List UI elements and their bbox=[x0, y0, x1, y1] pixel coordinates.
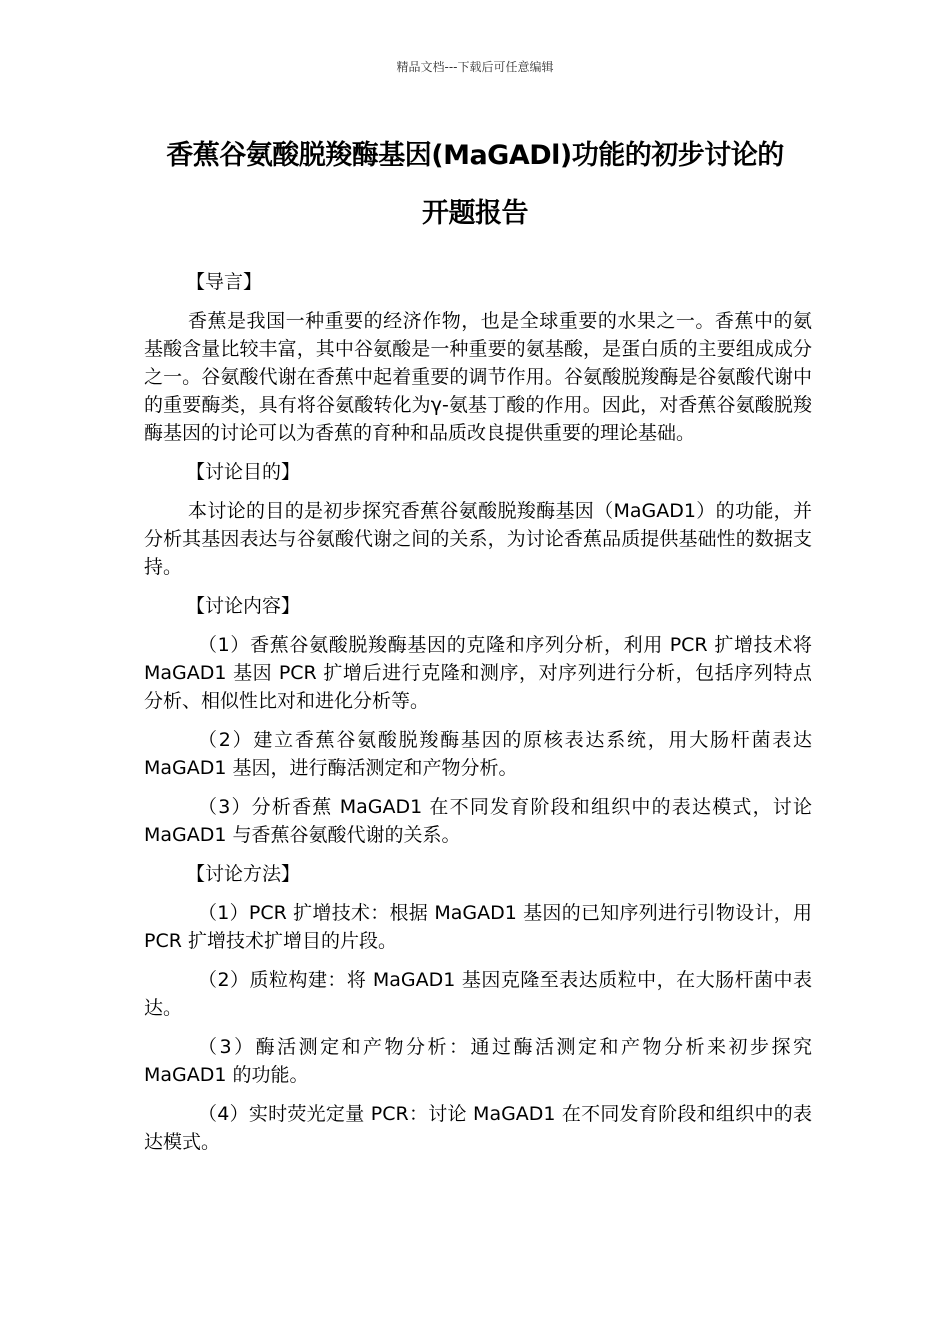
title-line-2: 开题报告 bbox=[422, 198, 528, 229]
section-heading-purpose: 【讨论目的】 bbox=[186, 461, 301, 483]
document-title bbox=[100, 127, 850, 243]
content-item-3: （3）分析香蕉 MaGAD1 在不同发育阶段和组织中的表达模式，讨论 MaGAD1 与香蕉谷氨酸代谢的关系。 bbox=[144, 796, 812, 846]
document-body bbox=[144, 268, 812, 1167]
title-line-1: 香蕉谷氨酸脱羧酶基因(MaGADl)功能的初步讨论的 bbox=[166, 140, 784, 171]
page-header: 精品文档---下载后可任意编辑 bbox=[396, 60, 554, 74]
method-item-1: （1）PCR 扩增技术：根据 MaGAD1 基因的已知序列进行引物设计，用 PCR 扩增技术扩增目的片段。 bbox=[144, 902, 812, 952]
intro-paragraph: 香蕉是我国一种重要的经济作物，也是全球重要的水果之一。香蕉中的氨基酸含量比较丰富，其中谷氨酸是一种重要的氨基酸，是蛋白质的主要组成成分之一。谷氨酸代谢在香蕉中起着重要的调节作用。谷氨酸脱羧酶是谷氨酸代谢中的重要酶类，具有将谷氨酸转化为γ-氨基丁酸的作用。因此，对香蕉谷氨酸脱羧酶基因的讨论可以为香蕉的育种和品质改良提供重要的理论基础。 bbox=[144, 310, 812, 444]
section-heading-intro: 【导言】 bbox=[186, 271, 263, 293]
section-heading-content: 【讨论内容】 bbox=[186, 595, 301, 617]
method-item-2: （2）质粒构建：将 MaGAD1 基因克隆至表达质粒中，在大肠杆菌中表达。 bbox=[144, 969, 812, 1019]
method-item-3: （3）酶活测定和产物分析：通过酶活测定和产物分析来初步探究 MaGAD1 的功能。 bbox=[144, 1036, 812, 1086]
content-item-2: （2）建立香蕉谷氨酸脱羧酶基因的原核表达系统，用大肠杆菌表达 MaGAD1 基因，进行酶活测定和产物分析。 bbox=[144, 729, 812, 779]
content-item-1: （1）香蕉谷氨酸脱羧酶基因的克隆和序列分析，利用 PCR 扩增技术将 MaGAD1 基因 PCR 扩增后进行克隆和测序，对序列进行分析，包括序列特点分析、相似性比对和进化分析等。 bbox=[144, 634, 812, 712]
section-heading-methods: 【讨论方法】 bbox=[186, 863, 301, 885]
purpose-paragraph: 本讨论的目的是初步探究香蕉谷氨酸脱羧酶基因（MaGAD1）的功能，并分析其基因表达与谷氨酸代谢之间的关系，为讨论香蕉品质提供基础性的数据支持。 bbox=[144, 500, 812, 578]
method-item-4: （4）实时荧光定量 PCR：讨论 MaGAD1 在不同发育阶段和组织中的表达模式。 bbox=[144, 1103, 812, 1153]
